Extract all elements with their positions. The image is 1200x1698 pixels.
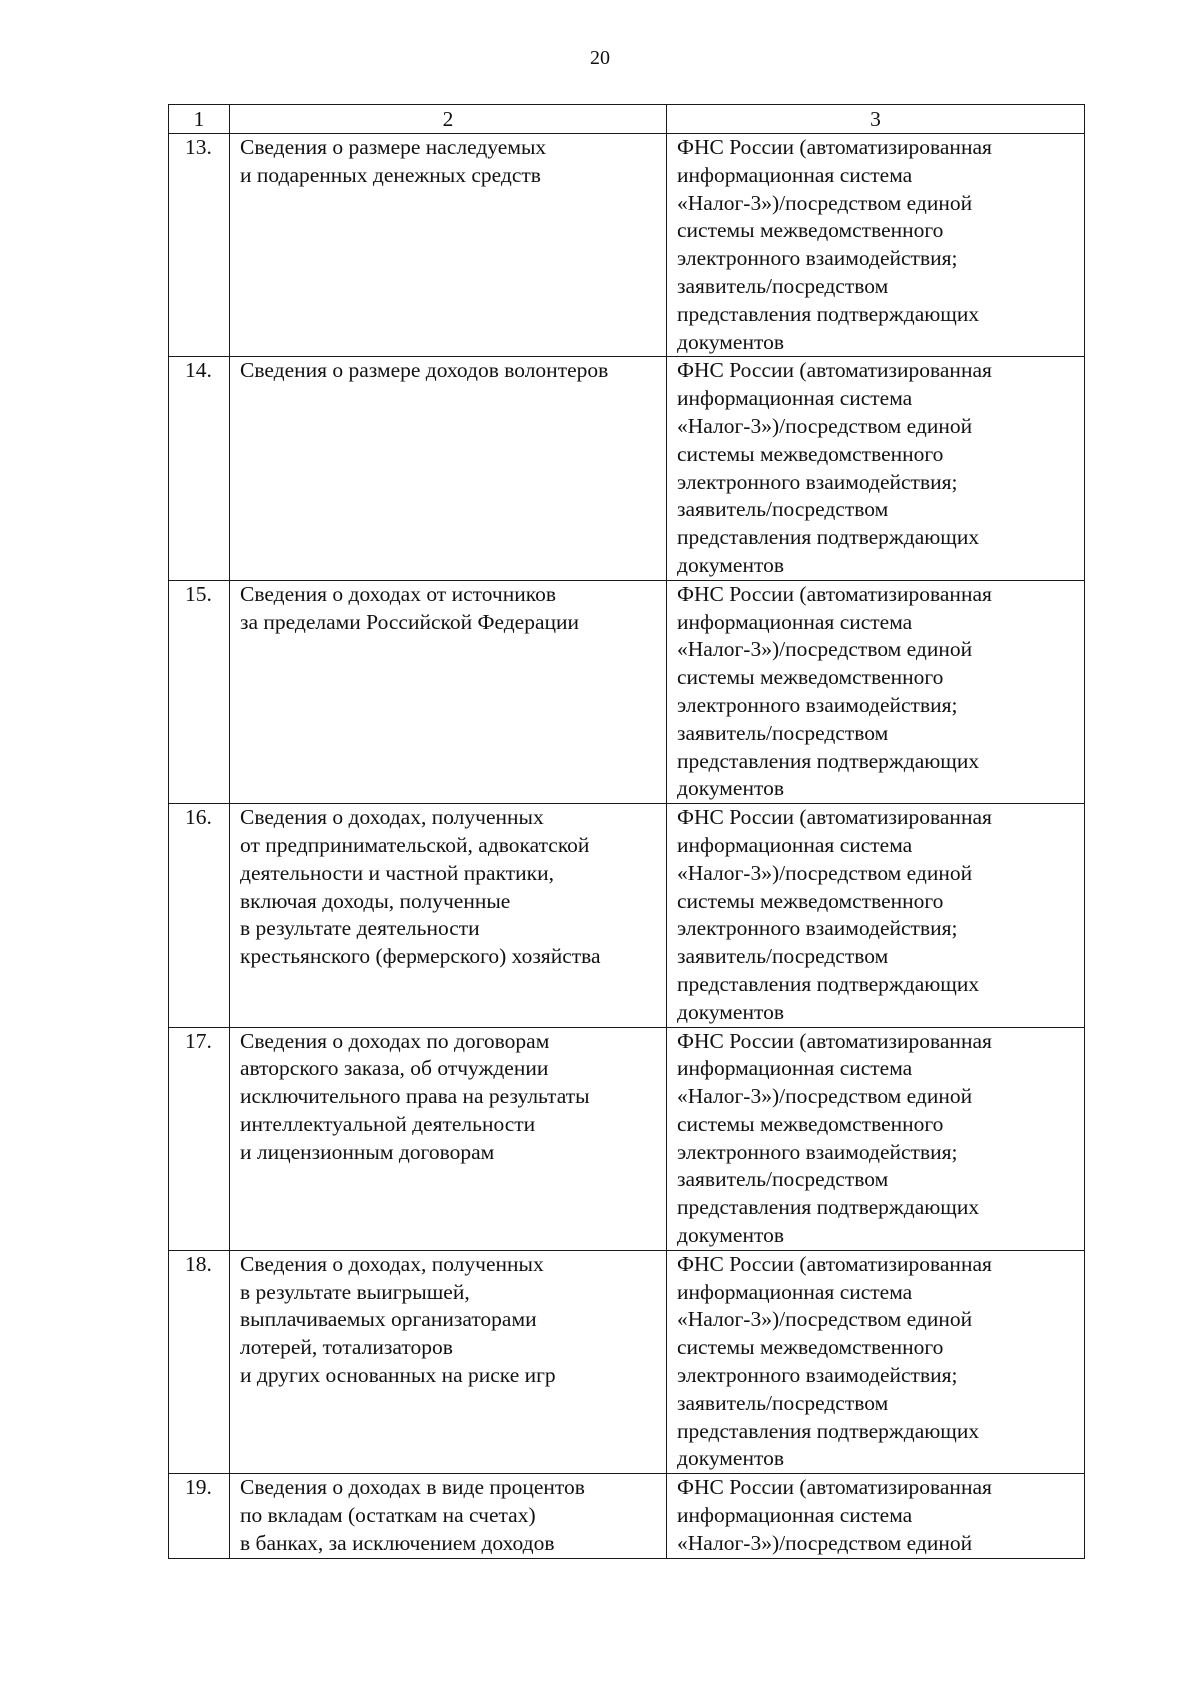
source-cell bbox=[667, 134, 1085, 357]
source-line: электронного взаимодействия; bbox=[677, 469, 958, 494]
source-line: документов bbox=[677, 1223, 784, 1248]
source-line: «Налог-3»)/посредством единой bbox=[677, 413, 973, 438]
information-cell bbox=[230, 357, 667, 580]
table-row bbox=[169, 134, 1085, 357]
information-line: Сведения о доходах, полученных bbox=[240, 1251, 544, 1276]
table-row bbox=[169, 804, 1085, 1027]
source-line: представления подтверждающих bbox=[677, 748, 980, 773]
information-line: и лицензионным договорам bbox=[240, 1139, 495, 1164]
information-line: Сведения о доходах по договорам bbox=[240, 1028, 550, 1053]
source-line: электронного взаимодействия; bbox=[677, 246, 958, 271]
source-cell bbox=[667, 1250, 1085, 1473]
source-line: информационная система bbox=[677, 1503, 913, 1528]
source-line: электронного взаимодействия; bbox=[677, 692, 958, 717]
information-line: за пределами Российской Федерации bbox=[240, 609, 580, 634]
row-number: 16. bbox=[169, 804, 230, 1027]
information-cell bbox=[230, 1250, 667, 1473]
source-line: «Налог-3»)/посредством единой bbox=[677, 1084, 973, 1109]
data-table bbox=[168, 104, 1085, 1559]
information-line: включая доходы, полученные bbox=[240, 888, 511, 913]
source-cell bbox=[667, 1474, 1085, 1558]
source-line: электронного взаимодействия; bbox=[677, 1139, 958, 1164]
information-cell bbox=[230, 804, 667, 1027]
source-cell bbox=[667, 580, 1085, 803]
source-line: ФНС России (автоматизированная bbox=[677, 1028, 992, 1053]
source-cell bbox=[667, 357, 1085, 580]
source-cell bbox=[667, 1027, 1085, 1250]
source-cell bbox=[667, 804, 1085, 1027]
column-header-source: 3 bbox=[667, 105, 1085, 134]
information-line: Сведения о доходах, полученных bbox=[240, 805, 544, 830]
table-row bbox=[169, 357, 1085, 580]
source-line: представления подтверждающих bbox=[677, 1418, 980, 1443]
source-line: заявитель/посредством bbox=[677, 944, 889, 969]
information-line: Сведения о доходах от источников bbox=[240, 581, 557, 606]
source-line: системы межведомственного bbox=[677, 888, 944, 913]
source-line: заявитель/посредством bbox=[677, 720, 889, 745]
source-line: ФНС России (автоматизированная bbox=[677, 135, 992, 159]
source-line: заявитель/посредством bbox=[677, 497, 889, 522]
table-row bbox=[169, 1250, 1085, 1473]
source-line: системы межведомственного bbox=[677, 665, 944, 690]
table-row bbox=[169, 1027, 1085, 1250]
source-line: заявитель/посредством bbox=[677, 1167, 889, 1192]
source-line: документов bbox=[677, 552, 784, 577]
column-header-number: 1 bbox=[169, 105, 230, 134]
source-line: информационная система bbox=[677, 832, 913, 857]
information-cell bbox=[230, 580, 667, 803]
row-number: 17. bbox=[169, 1027, 230, 1250]
source-line: представления подтверждающих bbox=[677, 525, 980, 550]
source-line: системы межведомственного bbox=[677, 1335, 944, 1360]
row-number: 13. bbox=[169, 134, 230, 357]
source-line: заявитель/посредством bbox=[677, 1390, 889, 1415]
source-line: системы межведомственного bbox=[677, 218, 944, 243]
source-line: «Налог-3»)/посредством единой bbox=[677, 1307, 973, 1332]
source-line: информационная система bbox=[677, 1279, 913, 1304]
source-line: «Налог-3»)/посредством единой bbox=[677, 190, 973, 215]
source-line: информационная система bbox=[677, 386, 913, 411]
source-line: системы межведомственного bbox=[677, 441, 944, 466]
source-line: ФНС России (автоматизированная bbox=[677, 358, 992, 383]
source-line: электронного взаимодействия; bbox=[677, 916, 958, 941]
source-line: заявитель/посредством bbox=[677, 273, 889, 298]
source-line: системы межведомственного bbox=[677, 1111, 944, 1136]
source-line: ФНС России (автоматизированная bbox=[677, 1475, 992, 1500]
source-line: ФНС России (автоматизированная bbox=[677, 805, 992, 830]
information-line: выплачиваемых организаторами bbox=[240, 1307, 537, 1332]
source-line: «Налог-3»)/посредством единой bbox=[677, 637, 973, 662]
source-line: документов bbox=[677, 1446, 784, 1471]
row-number: 14. bbox=[169, 357, 230, 580]
source-line: «Налог-3»)/посредством единой bbox=[677, 1530, 973, 1555]
source-line: представления подтверждающих bbox=[677, 1195, 980, 1220]
information-line: интеллектуальной деятельности bbox=[240, 1111, 536, 1136]
source-line: «Налог-3»)/посредством единой bbox=[677, 860, 973, 885]
table-header-row bbox=[169, 105, 1085, 134]
source-line: документов bbox=[677, 776, 784, 801]
source-line: информационная система bbox=[677, 162, 913, 187]
information-line: и других основанных на риске игр bbox=[240, 1363, 556, 1388]
information-line: крестьянского (фермерского) хозяйства bbox=[240, 944, 601, 969]
information-line: исключительного права на результаты bbox=[240, 1084, 590, 1109]
information-line: от предпринимательской, адвокатской bbox=[240, 832, 590, 857]
information-line: лотерей, тотализаторов bbox=[240, 1335, 453, 1360]
source-line: электронного взаимодействия; bbox=[677, 1363, 958, 1388]
source-line: представления подтверждающих bbox=[677, 971, 980, 996]
information-cell bbox=[230, 1474, 667, 1558]
source-line: информационная система bbox=[677, 609, 913, 634]
column-header-information: 2 bbox=[230, 105, 667, 134]
information-cell bbox=[230, 1027, 667, 1250]
information-line: Сведения о доходах в виде процентов bbox=[240, 1475, 585, 1500]
source-line: документов bbox=[677, 329, 784, 354]
table-body bbox=[169, 134, 1085, 1559]
table-row bbox=[169, 1474, 1085, 1558]
page-number: 20 bbox=[590, 47, 610, 69]
information-line: и подаренных денежных средств bbox=[240, 162, 541, 187]
source-line: документов bbox=[677, 999, 784, 1024]
information-line: Сведения о размере доходов волонтеров bbox=[240, 358, 609, 383]
information-line: в результате деятельности bbox=[240, 916, 480, 941]
row-number: 19. bbox=[169, 1474, 230, 1558]
information-line: Сведения о размере наследуемых bbox=[240, 135, 547, 159]
table-row bbox=[169, 580, 1085, 803]
information-line: по вкладам (остаткам на счетах) bbox=[240, 1503, 536, 1528]
source-line: информационная система bbox=[677, 1056, 913, 1081]
information-line: в результате выигрышей, bbox=[240, 1279, 470, 1304]
source-line: ФНС России (автоматизированная bbox=[677, 1251, 992, 1276]
information-line: деятельности и частной практики, bbox=[240, 860, 554, 885]
information-cell bbox=[230, 134, 667, 357]
row-number: 18. bbox=[169, 1250, 230, 1473]
information-line: авторского заказа, об отчуждении bbox=[240, 1056, 549, 1081]
row-number: 15. bbox=[169, 580, 230, 803]
information-line: в банках, за исключением доходов bbox=[240, 1530, 555, 1555]
source-line: ФНС России (автоматизированная bbox=[677, 581, 992, 606]
source-line: представления подтверждающих bbox=[677, 301, 980, 326]
